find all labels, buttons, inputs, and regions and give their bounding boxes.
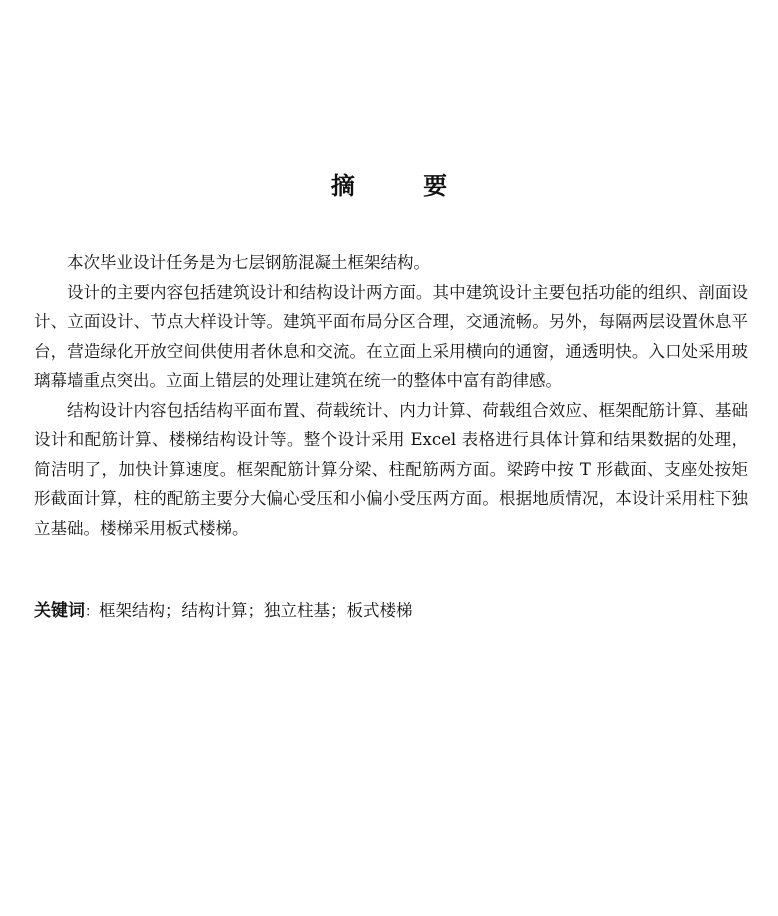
abstract-paragraph-structure: 结构设计内容包括结构平面布置、荷载统计、内力计算、荷载组合效应、框架配筋计算、基础设计和配筋计算、楼梯结构设计等。整个设计采用 Excel 表格进行具体计算和结果数据的处理，简洁明了，加快计算速度。框架配筋计算分梁、柱配筋两方面。梁跨中按 T 形截面、支座处按矩形截面计算，柱的配筋主要分大偏心受压和小偏小受压两方面。根据地质情况，本设计采用柱下独立基础。楼梯采用板式楼梯。: [34, 400, 748, 538]
keywords-line: [34, 596, 748, 627]
keywords-text: 框架结构；结构计算；独立柱基；板式楼梯: [99, 601, 413, 620]
keywords-colon: ：: [85, 604, 99, 620]
abstract-paragraph-architecture: 设计的主要内容包括建筑设计和结构设计两方面。其中建筑设计主要包括功能的组织、剖面设计、立面设计、节点大样设计等。建筑平面布局分区合理，交通流畅。另外，每隔两层设置休息平台，营造绿化开放空间供使用者休息和交流。在立面上采用横向的通窗，通透明快。入口处采用玻璃幕墙重点突出。立面上错层的处理让建筑在统一的整体中富有韵律感。: [34, 282, 748, 390]
keywords-label: 关键词: [34, 601, 85, 621]
abstract-title: 摘 要: [330, 172, 478, 200]
abstract-paragraph-task: 本次毕业设计任务是为七层钢筋混凝土框架结构。: [67, 253, 430, 272]
abstract-body: [34, 248, 748, 543]
